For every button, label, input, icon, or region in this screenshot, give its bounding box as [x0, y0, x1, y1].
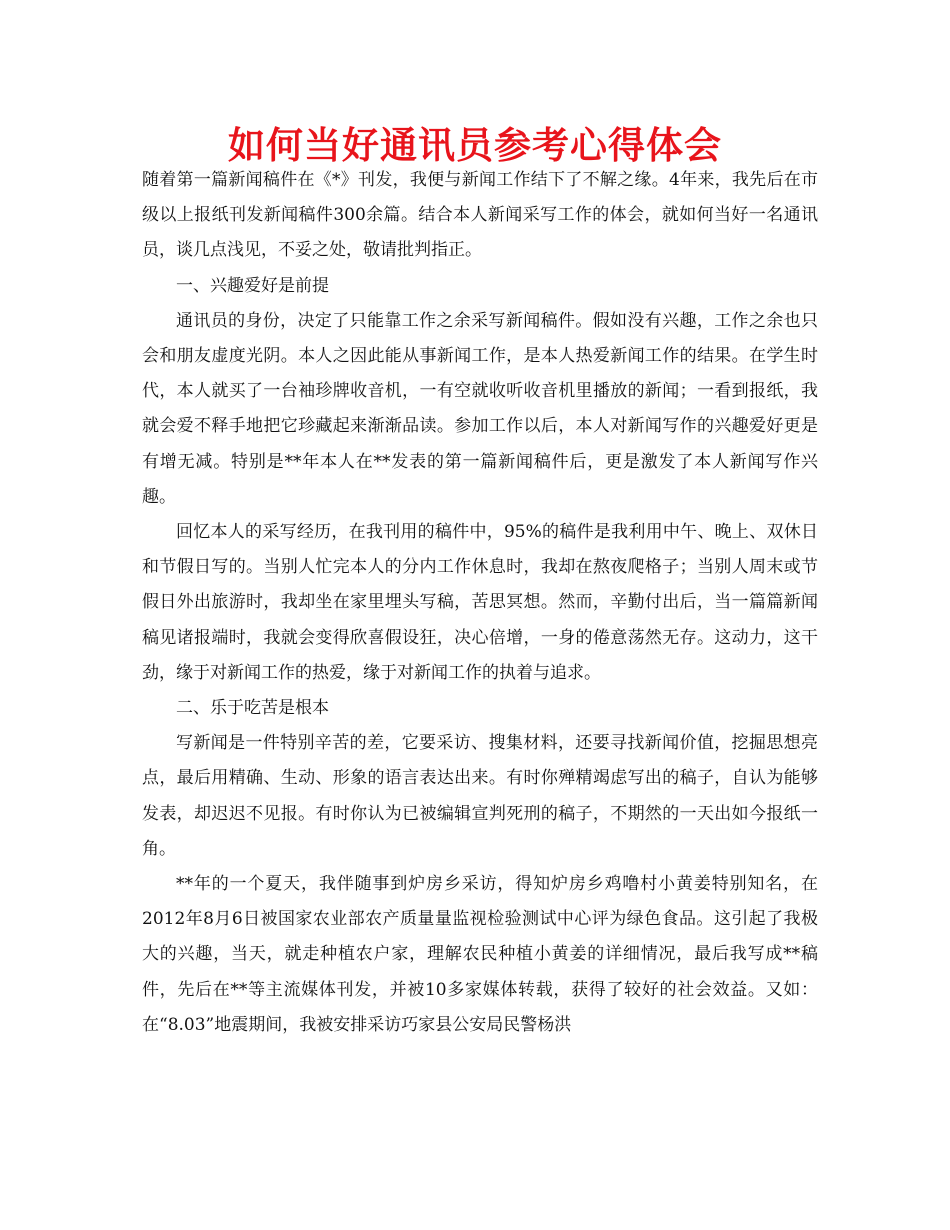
- section-heading-hardwork: 二、乐于吃苦是根本: [176, 698, 329, 719]
- document-body: [142, 163, 818, 1043]
- document-title: 如何当好通讯员参考心得体会: [228, 123, 722, 167]
- paragraph-hardwork-1: 写新闻是一件特别辛苦的差，它要采访、搜集材料，还要寻找新闻价值，挖掘思想亮点，最后用精确、生动、形象的语言表达出来。有时你殚精竭虑写出的稿子，自认为能够发表，却迟迟不见报。有时你认为已被编辑宣判死刑的稿子，不期然的一天出如今报纸一角。: [142, 733, 818, 859]
- paragraph-interest-1: 通讯员的身份，决定了只能靠工作之余采写新闻稿件。假如没有兴趣，工作之余也只会和朋友虚度光阴。本人之因此能从事新闻工作，是本人热爱新闻工作的结果。在学生时代，本人就买了一台袖珍牌收音机，一有空就收听收音机里播放的新闻；一看到报纸，我就会爱不释手地把它珍藏起来渐渐品读。参加工作以后，本人对新闻写作的兴趣爱好更是有增无减。特别是**年本人在**发表的第一篇新闻稿件后，更是激发了本人新闻写作兴趣。: [142, 310, 818, 507]
- section-heading-interest: 一、兴趣爱好是前提: [176, 275, 329, 296]
- paragraph-hardwork-2: **年的一个夏天，我伴随事到炉房乡采访，得知炉房乡鸡噜村小黄姜特别知名，在2012年8月6日被国家农业部农产质量量监视检验测试中心评为绿色食品。这引起了我极大的兴趣，当天，就走种植农户家，理解农民种植小黄姜的详细情况，最后我写成**稿件，先后在**等主流媒体刊发，并被10多家媒体转载，获得了较好的社会效益。又如：在“8.03”地震期间，我被安排采访巧家县公安局民警杨洪: [142, 874, 818, 1035]
- paragraph-interest-2: 回忆本人的采写经历，在我刊用的稿件中，95%的稿件是我利用中午、晚上、双休日和节假日写的。当别人忙完本人的分内工作休息时，我却在熬夜爬格子；当别人周末或节假日外出旅游时，我却坐在家里埋头写稿，苦思冥想。然而，辛勤付出后，当一篇篇新闻稿见诸报端时，我就会变得欣喜假设狂，决心倍增，一身的倦意荡然无存。这动力，这干劲，缘于对新闻工作的热爱，缘于对新闻工作的执着与追求。: [142, 522, 818, 683]
- paragraph-intro: 随着第一篇新闻稿件在《*》刊发，我便与新闻工作结下了不解之缘。4年来，我先后在市级以上报纸刊发新闻稿件300余篇。结合本人新闻采写工作的体会，就如何当好一名通讯员，谈几点浅见，不妥之处，敬请批判指正。: [142, 170, 818, 261]
